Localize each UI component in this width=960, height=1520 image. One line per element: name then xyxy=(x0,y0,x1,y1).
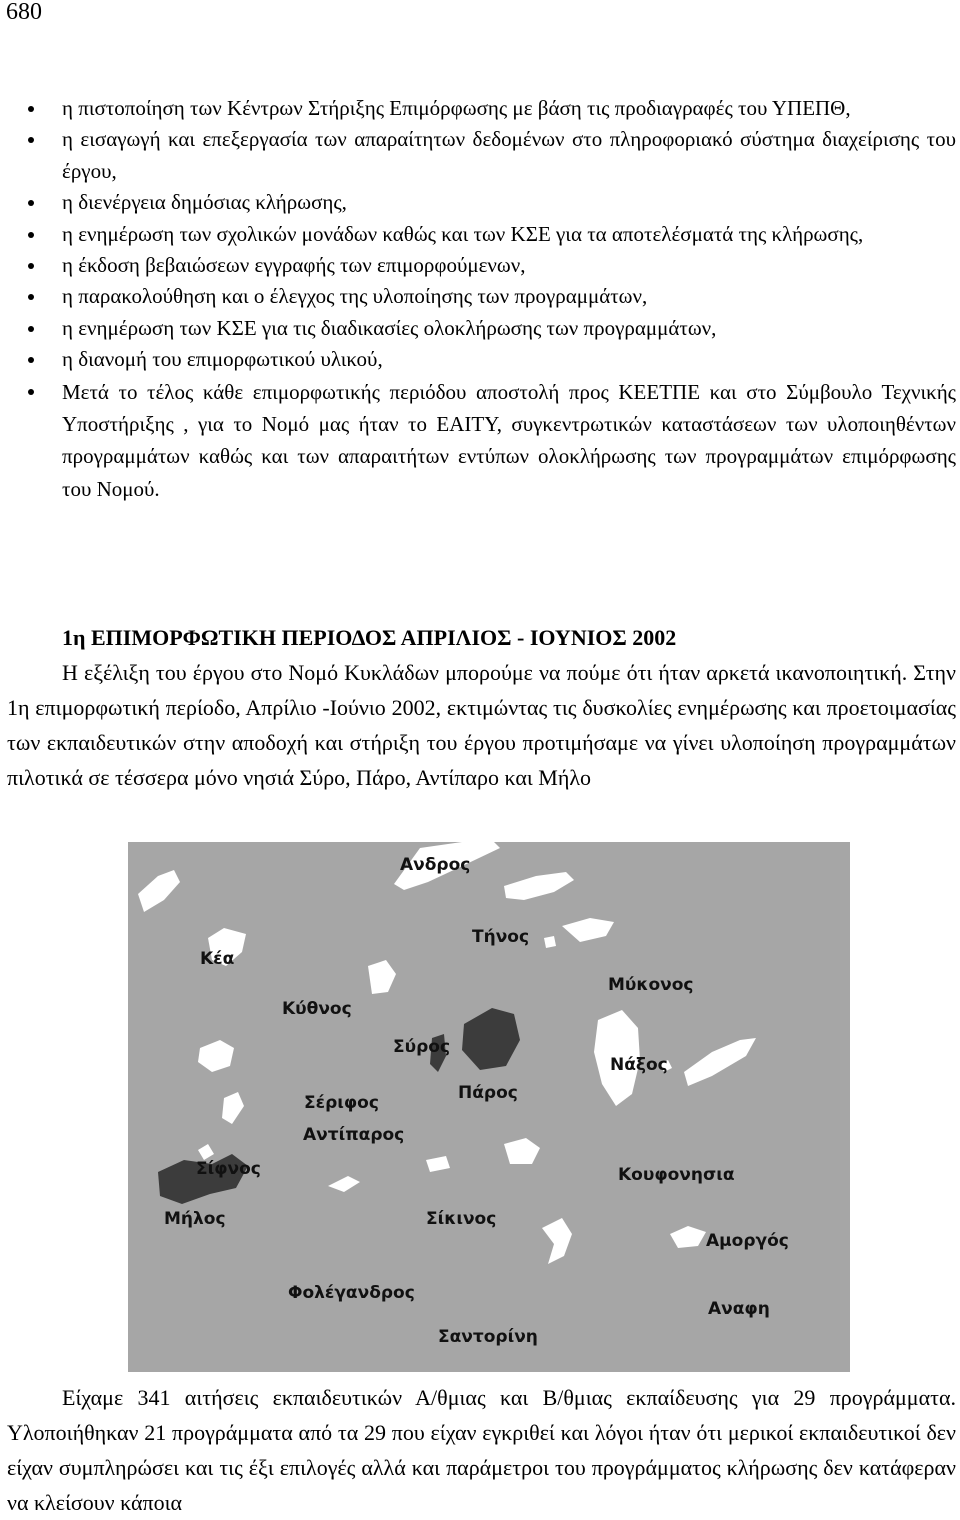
list-item xyxy=(0,187,960,218)
bullet-icon xyxy=(28,326,34,332)
bullet-icon xyxy=(28,357,34,363)
label-sikinos: Σίκινος xyxy=(426,1209,497,1229)
label-serifos: Σέριφος xyxy=(304,1093,379,1113)
list-item-text: η διανομή του επιμορφωτικού υλικού, xyxy=(62,347,383,372)
bullet-icon xyxy=(28,232,34,238)
island-delos xyxy=(544,936,556,948)
list-item xyxy=(0,376,960,505)
results-paragraph-text: Είχαμε 341 αιτήσεις εκπαιδευτικών Α/θμιας και Β/θμιας εκπαίδευσης για 29 προγράμματα. Υλοποιήθηκαν 21 προγράμματα από τα 29 που είχαν εγκριθεί και λόγοι ήταν ότι μερικοί εκπαιδευτικοί δεν είχαν συμπληρώσει και τις έξι επιλογές αλλά και παράμετροι του προγράμματος κλήρωσης δεν κατάφεραν να κλείσουν κάποια xyxy=(7,1385,956,1515)
list-item xyxy=(0,344,960,375)
bullet-icon xyxy=(28,137,34,143)
list-item-text: η παρακολούθηση και ο έλεγχος της υλοποίησης των προγραμμάτων, xyxy=(62,284,648,309)
label-syros: Σύρος xyxy=(393,1037,451,1057)
list-item-text: η διενέργεια δημόσιας κλήρωσης, xyxy=(62,190,347,215)
label-kea: Κέα xyxy=(200,949,235,969)
list-item xyxy=(0,313,960,344)
bullet-icon xyxy=(28,263,34,269)
list-item-text: η ενημέρωση των σχολικών μονάδων καθώς και των ΚΣΕ για τα αποτελέσματά της κλήρωσης, xyxy=(62,221,864,246)
label-folegandros: Φολέγανδρος xyxy=(288,1283,415,1303)
bullet-icon xyxy=(28,389,34,395)
list-item xyxy=(0,250,960,281)
task-list xyxy=(0,93,960,505)
label-milos: Μήλος xyxy=(164,1209,226,1229)
label-santorini: Σαντορίνη xyxy=(438,1327,538,1347)
cyclades-map xyxy=(128,842,850,1372)
label-sifnos: Σίφνος xyxy=(196,1159,261,1179)
label-antiparos: Αντίπαρος xyxy=(303,1125,405,1145)
bullet-icon xyxy=(28,200,34,206)
list-item xyxy=(0,93,960,124)
section-heading: 1η ΕΠΙΜΟΡΦΩΤΙΚΗ ΠΕΡΙΟΔΟΣ ΑΠΡΙΛΙΟΣ - ΙΟΥΝΙΟΣ 2002 xyxy=(62,625,677,650)
list-item xyxy=(0,219,960,250)
list-item-text: Μετά το τέλος κάθε επιμορφωτικής περιόδου αποστολή προς ΚΕΕΤΠΕ και στο Σύμβουλο Τεχνικής Υποστήριξης , για το Νομό μας ήταν το ΕΑΙΤΥ, συγκεντρωτικών καταστάσεων των υλοποιηθέντων προγραμμάτων καθώς και των απαραιτήτων εντύπων ολοκλήρωσης των προγραμμάτων επιμόρφωσης του Νομού. xyxy=(62,379,956,501)
list-item-text: η εισαγωγή και επεξεργασία των απαραίτητων δεδομένων στο πληροφοριακό σύστημα διαχείρισης του έργου, xyxy=(62,127,956,183)
label-naxos: Νάξος xyxy=(610,1055,668,1075)
label-andros: Ανδρος xyxy=(400,855,471,875)
label-mykonos: Μύκονος xyxy=(608,975,694,995)
page-number: 680 xyxy=(6,0,42,25)
list-item-text: η έκδοση βεβαιώσεων εγγραφής των επιμορφούμενων, xyxy=(62,253,526,278)
label-tinos: Τήνος xyxy=(472,927,530,947)
label-anafi: Αναφη xyxy=(708,1299,770,1319)
results-paragraph xyxy=(7,1380,956,1520)
label-koufonisia: Κουφονησια xyxy=(618,1165,735,1185)
list-item-text: η ενημέρωση των ΚΣΕ για τις διαδικασίες ολοκλήρωσης των προγραμμάτων, xyxy=(62,315,717,340)
label-paros: Πάρος xyxy=(458,1083,518,1103)
label-amorgos: Αμοργός xyxy=(706,1231,789,1251)
intro-paragraph-text: Η εξέλιξη του έργου στο Νομό Κυκλάδων μπορούμε να πούμε ότι ήταν αρκετά ικανοποιητική. Στην 1η επιμορφωτική περίοδο, Απρίλιο -Ιούνιο 2002, εκτιμώντας τις δυσκολίες ενημέρωσης και προετοιμασίας των εκπαιδευτικών στην αποδοχή και στήριξη του έργου προτιμήσαμε να γίνει υλοποίηση προγραμμάτων πιλοτικά σε τέσσερα μόνο νησιά Σύρο, Πάρο, Αντίπαρο και Μήλο xyxy=(7,660,956,790)
list-item-text: η πιστοποίηση των Κέντρων Στήριξης Επιμόρφωσης με βάση τις προδιαγραφές του ΥΠΕΠΘ, xyxy=(62,96,851,120)
label-kythnos: Κύθνος xyxy=(282,999,352,1019)
bullet-icon xyxy=(28,294,34,300)
list-item xyxy=(0,281,960,312)
bullet-icon xyxy=(28,106,34,112)
intro-paragraph xyxy=(7,655,956,795)
list-item xyxy=(0,124,960,187)
